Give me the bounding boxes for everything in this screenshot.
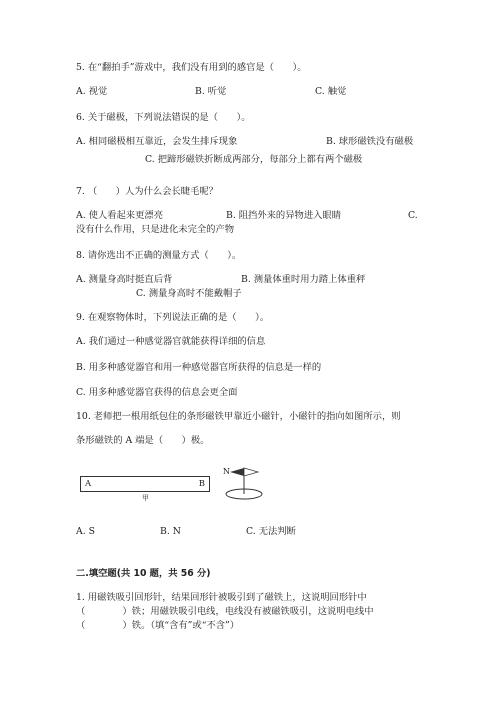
q9-stem: 9. 在观察物体时，下列说法正确的是（ ）。 bbox=[76, 312, 270, 323]
q7-option-c-label[interactable]: C. bbox=[408, 210, 418, 221]
bar-magnet bbox=[80, 476, 210, 492]
q7-option-b[interactable]: B. 阻挡外来的异物进入眼睛 bbox=[226, 210, 342, 221]
q5-option-a[interactable]: A. 视觉 bbox=[76, 86, 108, 97]
magnet-end-a-label: A bbox=[85, 479, 92, 489]
q10-stem-line1: 10. 老师把一根用纸包住的条形磁铁甲靠近小磁针，小磁针的指向如图所示，则 bbox=[76, 411, 401, 422]
q8-option-b[interactable]: B. 测量体重时用力踏上体重秤 bbox=[241, 274, 366, 285]
fill-q1-line3: （ ）铁。（填“含有”或“不含”） bbox=[76, 620, 240, 631]
q10-option-c[interactable]: C. 无法判断 bbox=[246, 526, 296, 537]
fill-q1-line2: （ ）铁；用磁铁吸引电线，电线没有被磁铁吸引，这说明电线中 bbox=[76, 606, 374, 617]
q7-option-a[interactable]: A. 使人看起来更漂亮 bbox=[76, 210, 163, 221]
q8-option-c[interactable]: C. 测量身高时不能戴帽子 bbox=[136, 288, 242, 299]
q7-stem: 7. （ ）人为什么会长睫毛呢？ bbox=[76, 186, 218, 197]
magnet-end-b-label: B bbox=[198, 479, 205, 489]
q5-option-c[interactable]: C. 触觉 bbox=[315, 86, 347, 97]
q5-option-b[interactable]: B. 听觉 bbox=[195, 86, 227, 97]
q10-option-b[interactable]: B. N bbox=[160, 526, 181, 537]
q5-stem: 5. 在“翻拍手”游戏中，我们没有用到的感官是（ ）。 bbox=[76, 62, 307, 73]
q10-option-a[interactable]: A. S bbox=[76, 526, 95, 537]
q9-option-a[interactable]: A. 我们通过一种感觉器官就能获得详细的信息 bbox=[76, 336, 266, 347]
q6-option-b[interactable]: B. 球形磁铁没有磁极 bbox=[326, 136, 414, 147]
q10-stem-line2: 条形磁铁的 A 端是（ ）极。 bbox=[76, 435, 210, 446]
q6-stem: 6. 关于磁极，下列说法错误的是（ ）。 bbox=[76, 112, 251, 123]
fill-q1-line1: 1. 用磁铁吸引回形针，结果回形针被吸引到了磁铁上，这说明回形针中 bbox=[76, 592, 367, 603]
q6-option-c[interactable]: C. 把蹄形磁铁折断成两部分，每部分上都有两个磁极 bbox=[145, 154, 363, 165]
q10-magnet-figure bbox=[72, 468, 292, 502]
q9-option-b[interactable]: B. 用多种感觉器官和用一种感觉器官所获得的信息是一样的 bbox=[76, 362, 322, 373]
q7-option-c-text: 没有什么作用，只是进化未完全的产物 bbox=[76, 224, 235, 235]
section2-heading: 二.填空题(共 10 题，共 56 分) bbox=[76, 568, 211, 579]
needle-n-label: N bbox=[223, 467, 230, 476]
magnet-name-label: 甲 bbox=[142, 494, 149, 502]
q9-option-c[interactable]: C. 用多种感觉器官获得的信息会更全面 bbox=[76, 387, 238, 398]
q6-option-a[interactable]: A. 相同磁极相互靠近，会发生排斥现象 bbox=[76, 136, 238, 147]
q8-option-a[interactable]: A. 测量身高时挺直后背 bbox=[76, 274, 173, 285]
q8-stem: 8. 请你选出不正确的测量方式（ ）。 bbox=[76, 250, 242, 261]
